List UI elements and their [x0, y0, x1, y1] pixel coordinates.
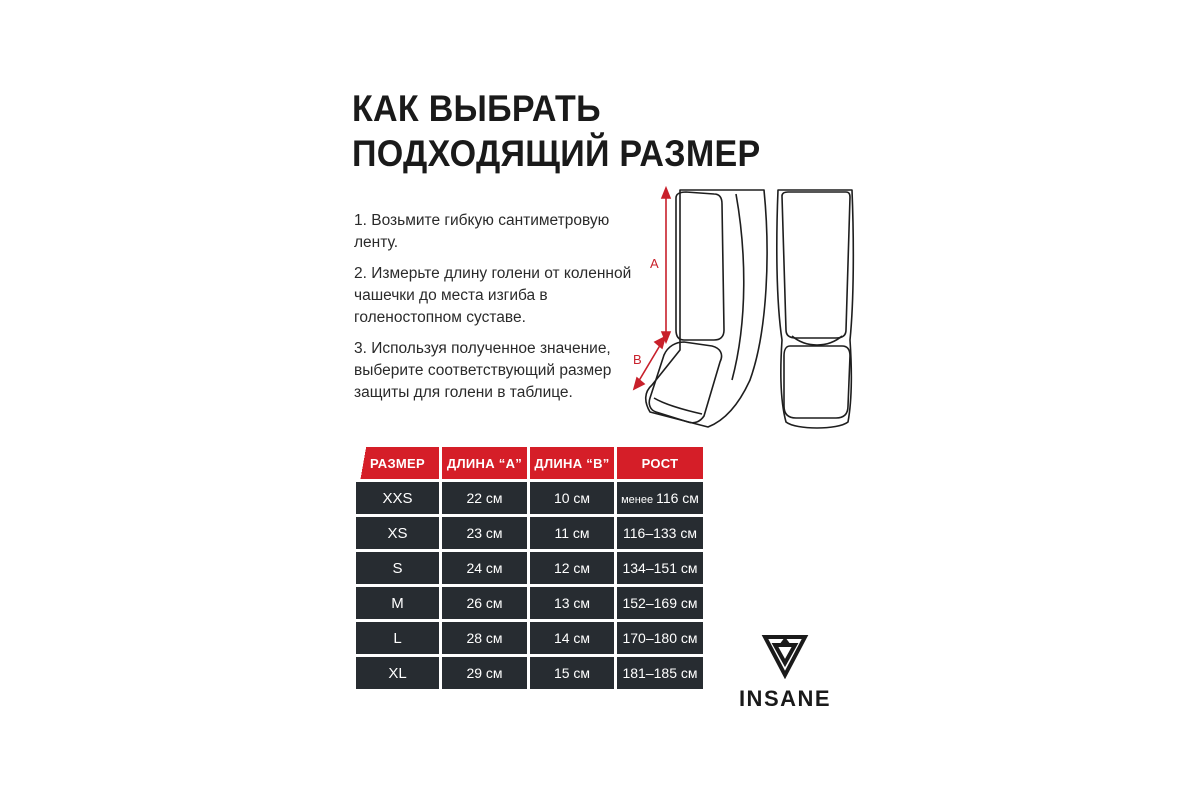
- cell-length-a: 26 см: [442, 587, 527, 619]
- cell-height: 116–133 см: [617, 517, 703, 549]
- table-row: [356, 587, 703, 619]
- header-size: РАЗМЕР: [356, 447, 439, 479]
- cell-size: M: [356, 587, 439, 619]
- insane-wordmark: INSANE: [738, 686, 832, 711]
- shin-guard-side-view: [646, 190, 767, 427]
- title-line-2: ПОДХОДЯЩИЙ РАЗМЕР: [352, 133, 761, 174]
- cell-size: XXS: [356, 482, 439, 514]
- label-a: A: [650, 256, 659, 271]
- cell-length-a: 24 см: [442, 552, 527, 584]
- table-row: [356, 482, 703, 514]
- cell-length-b: 13 см: [530, 587, 614, 619]
- title-line-1: КАК ВЫБРАТЬ: [352, 88, 601, 129]
- insane-triangle-logo-icon: [761, 633, 809, 679]
- cell-length-b: 11 см: [530, 517, 614, 549]
- label-b: B: [633, 352, 642, 367]
- size-table: [353, 444, 706, 692]
- table-row: [356, 622, 703, 654]
- cell-size: XS: [356, 517, 439, 549]
- cell-height: 152–169 см: [617, 587, 703, 619]
- measurement-arrow-a: [662, 188, 670, 342]
- size-table-header-row: [356, 447, 703, 479]
- cell-length-b: 14 см: [530, 622, 614, 654]
- shin-guard-front-view: [777, 190, 854, 428]
- height-prefix: менее: [621, 494, 654, 506]
- cell-size: L: [356, 622, 439, 654]
- cell-length-b: 15 см: [530, 657, 614, 689]
- table-row: [356, 552, 703, 584]
- cell-length-a: 22 см: [442, 482, 527, 514]
- cell-height: 134–151 см: [617, 552, 703, 584]
- table-row: [356, 657, 703, 689]
- table-row: [356, 517, 703, 549]
- instruction-step-3: 3. Используя полученное значение, выберите соответствующий размер защиты для голени в таблице.: [354, 340, 612, 401]
- cell-length-a: 23 см: [442, 517, 527, 549]
- cell-height: [617, 482, 703, 514]
- header-length-b: ДЛИНА “В”: [530, 447, 614, 479]
- cell-length-b: 10 см: [530, 482, 614, 514]
- instruction-step-2: 2. Измерьте длину голени от коленной чашечки до места изгиба в голеностопном суставе.: [354, 265, 632, 326]
- height-value: 116 см: [656, 490, 699, 506]
- cell-length-a: 29 см: [442, 657, 527, 689]
- instructions: [354, 210, 634, 413]
- cell-height: 170–180 см: [617, 622, 703, 654]
- shin-guard-diagram: [600, 180, 860, 440]
- page-title: [352, 86, 760, 176]
- cell-length-b: 12 см: [530, 552, 614, 584]
- instruction-step-1: 1. Возьмите гибкую сантиметровую ленту.: [354, 212, 610, 251]
- cell-size: S: [356, 552, 439, 584]
- brand-logo: [722, 633, 848, 712]
- cell-height: 181–185 см: [617, 657, 703, 689]
- header-height: РОСТ: [617, 447, 703, 479]
- cell-length-a: 28 см: [442, 622, 527, 654]
- cell-size: XL: [356, 657, 439, 689]
- header-length-a: ДЛИНА “А”: [442, 447, 527, 479]
